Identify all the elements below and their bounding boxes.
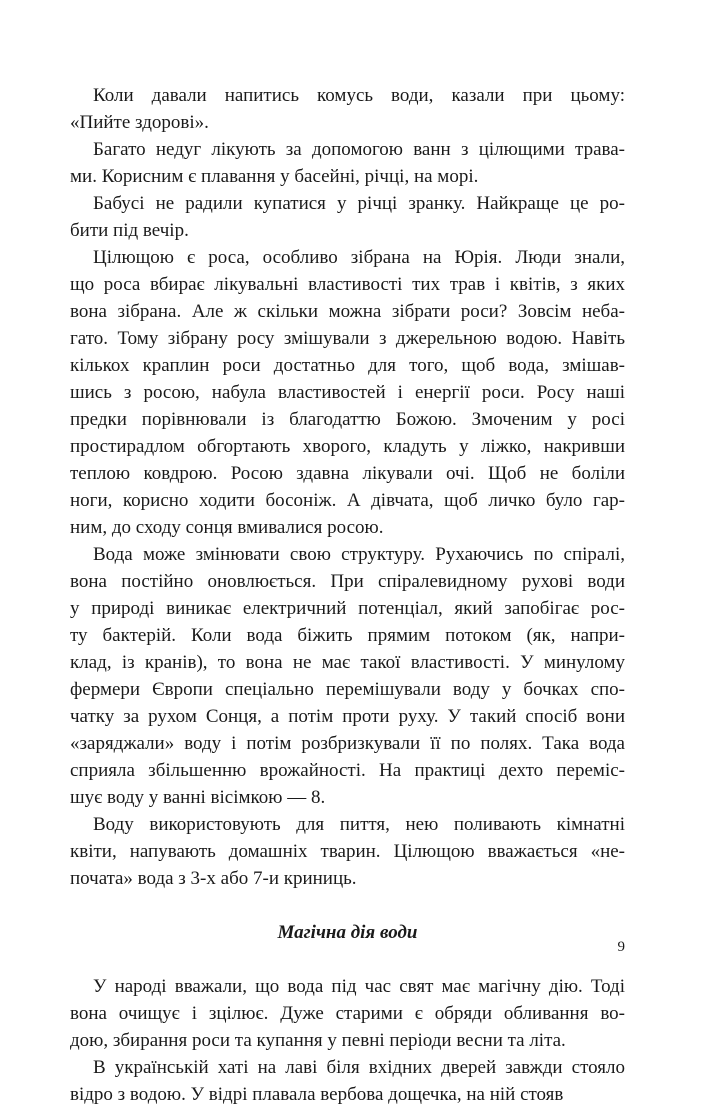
text-block-before [70,82,625,892]
text-line: кількох краплин роси достатньо для того, щоб вода, змішав- [70,355,625,376]
text-line: «заряджали» воду і потім розбризкували її по полях. Така вода [70,733,625,754]
paragraph [70,244,625,541]
text-line: Коли давали напитись комусь води, казали при цьому: [93,85,625,106]
text-line: у природі виникає електричний потенціал, який запобігає рос- [70,598,625,619]
text-line: теплою ковдрою. Росою здавна лікували очі. Щоб не боліли [70,463,625,484]
text-line: ним, до сходу сонця вмивалися росою. [70,517,384,538]
text-line: Вода може змінювати свою структуру. Рухаючись по спіралі, [93,544,625,565]
text-line: ту бактерій. Коли вода біжить прямим потоком (як, напри- [70,625,625,646]
text-line: фермери Європи спеціально перемішували воду у бочках спо- [70,679,625,700]
page-body [70,82,625,1108]
text-line: що роса вбирає лікувальні властивості тих трав і квітів, з яких [70,274,625,295]
text-line: шує воду у ванні вісімкою — 8. [70,787,326,808]
text-line: квіти, напувають домашніх тварин. Цілющою вважається «не- [70,841,625,862]
section-heading: Магічна дія води [277,922,418,943]
text-line: Багато недуг лікують за допомогою ванн з цілющими трава- [93,139,625,160]
paragraph [70,1054,625,1108]
text-line: Цілющою є роса, особливо зібрана на Юрія. Люди знали, [93,247,625,268]
text-line: У народі вважали, що вода під час свят має магічну дію. Тоді [93,976,625,997]
text-line: Бабусі не радили купатися у річці зранку. Найкраще це ро- [93,193,625,214]
page-number: 9 [617,939,625,955]
text-line: сприяла збільшенню врожайності. На практиці дехто переміс- [70,760,625,781]
paragraph [70,811,625,892]
text-line: бити під вечір. [70,220,189,241]
paragraph [70,82,625,136]
paragraph [70,190,625,244]
text-line: простирадлом обгортають хворого, кладуть у ліжко, накривши [70,436,625,457]
text-line: відро з водою. У відрі плавала вербова дощечка, на ній стояв [70,1084,564,1105]
paragraph [70,973,625,1054]
paragraph [70,136,625,190]
text-line: шись з росою, набула властивостей і енергії роси. Росу наші [70,382,625,403]
text-line: ноги, корисно ходити босоніж. А дівчата, щоб личко було гар- [70,490,625,511]
text-line: Воду використовують для пиття, нею поливають кімнатні [93,814,625,835]
text-line: В українській хаті на лаві біля вхідних дверей завжди стояло [93,1057,625,1078]
text-line: клад, із кранів), то вона не має такої властивості. У минулому [70,652,625,673]
text-line: дою, збирання роси та купання у певні періоди весни та літа. [70,1030,566,1051]
text-block-after [70,973,625,1108]
text-line: вона очищує і зцілює. Дуже старими є обряди обливання во- [70,1003,625,1024]
text-line: вона постійно оновлюється. При спіралевидному рухові води [70,571,625,592]
text-line: чатку за рухом Сонця, а потім проти руху. У такий спосіб вони [70,706,625,727]
text-line: ми. Корисним є плавання у басейні, річці, на морі. [70,166,479,187]
text-line: предки порівнювали із благодаттю Божою. Змоченим у росі [70,409,625,430]
text-line: гато. Тому зібрану росу змішували з джерельною водою. Навіть [70,328,625,349]
text-line: вона зібрана. Але ж скільки можна зібрати роси? Зовсім неба- [70,301,625,322]
text-line: «Пийте здорові». [70,112,209,133]
paragraph [70,541,625,811]
text-line: початa» вода з 3-х або 7-и криниць. [70,868,357,889]
